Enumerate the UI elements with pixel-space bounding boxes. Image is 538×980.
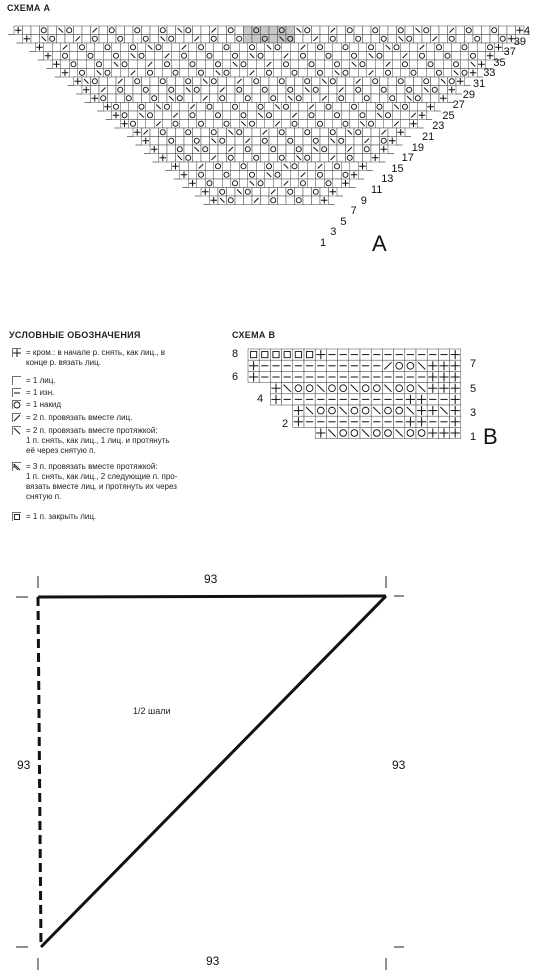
- scheme-a-row-number: 23: [432, 120, 445, 133]
- legend-text: 1 п. снять, как лиц., 1 лиц. и протянуть: [26, 436, 170, 445]
- legend-text: снятую п.: [26, 492, 62, 501]
- scheme-b-title: СХЕМА В: [232, 330, 276, 340]
- scheme-a-row-number: 19: [411, 141, 425, 154]
- schematic-label: 1/2 шали: [133, 706, 171, 716]
- scheme-b-row-number-left: 6: [232, 371, 239, 383]
- shawl-fold-line: [38, 597, 41, 947]
- legend-title: УСЛОВНЫЕ ОБОЗНАЧЕНИЯ: [9, 330, 141, 340]
- legend-text: 1 п. снять, как лиц., 2 следующие п. про-: [26, 472, 178, 481]
- dim-top: 93: [204, 572, 218, 586]
- scheme-b-letter: B: [483, 424, 498, 449]
- dim-right: 93: [392, 758, 406, 772]
- scheme-a-row-number: 5: [340, 215, 347, 228]
- legend-text: её через снятую п.: [26, 446, 96, 455]
- legend-text: = 1 изн.: [26, 388, 55, 397]
- scheme-a-row-number: 29: [462, 88, 476, 101]
- legend-text: = 3 п. провязать вместе протяжкой:: [26, 462, 158, 471]
- scheme-b-row-number-right: 5: [470, 383, 477, 395]
- dim-left: 93: [17, 758, 31, 772]
- legend-text: = 1 п. закрыть лиц.: [26, 512, 97, 521]
- scheme-b-row-number-right: 7: [470, 358, 477, 370]
- scheme-a-row-number: 35: [493, 56, 506, 69]
- scheme-a-row-number: 27: [452, 99, 465, 112]
- scheme-b-row-number-left: 2: [282, 418, 289, 430]
- scheme-a-row-number: 1: [320, 237, 327, 249]
- scheme-a-row-number: 39: [513, 35, 527, 48]
- dim-bottom: 93: [206, 954, 220, 968]
- legend-text: вязать вместе лиц. и протянуть их через: [26, 482, 177, 491]
- legend-text: = 2 п. провязать вместе лиц.: [26, 413, 133, 422]
- shawl-diagonal-edge: [41, 596, 386, 947]
- scheme-a-row-number: 17: [401, 152, 414, 165]
- scheme-a-row-number: 7: [350, 205, 357, 218]
- scheme-a-row-number: 9: [360, 194, 367, 207]
- shawl-top-edge: [38, 596, 386, 597]
- scheme-a-row-number: 13: [381, 173, 394, 186]
- scheme-b-row-number-right: 3: [470, 407, 477, 419]
- legend-text: = кром.: в начале р. снять, как лиц., в: [26, 348, 165, 357]
- scheme-b-row-number-left: 8: [232, 348, 239, 360]
- legend-text: = 2 п. провязать вместе протяжкой:: [26, 426, 158, 435]
- scheme-b-row-number-left: 4: [257, 393, 264, 405]
- scheme-a-row-number: 4: [524, 25, 531, 37]
- scheme-a-title: СХЕМА А: [7, 3, 51, 13]
- legend-text: = 1 накид: [26, 400, 62, 409]
- scheme-a-row-number: 37: [503, 46, 516, 59]
- scheme-a-row-number: 33: [483, 67, 496, 80]
- scheme-a-row-number: 15: [391, 162, 404, 175]
- legend-text: = 1 лиц.: [26, 376, 56, 385]
- scheme-a-row-number: 25: [442, 109, 455, 122]
- scheme-a-row-number: 3: [330, 226, 337, 239]
- scheme-b-row-number-right: 1: [470, 431, 477, 443]
- legend-text: конце р. вязать лиц.: [26, 358, 101, 367]
- scheme-a-row-number: 11: [371, 184, 383, 196]
- scheme-a-row-number: 21: [422, 131, 435, 143]
- scheme-a-row-number: 31: [473, 78, 486, 90]
- scheme-a-letter: A: [372, 231, 387, 256]
